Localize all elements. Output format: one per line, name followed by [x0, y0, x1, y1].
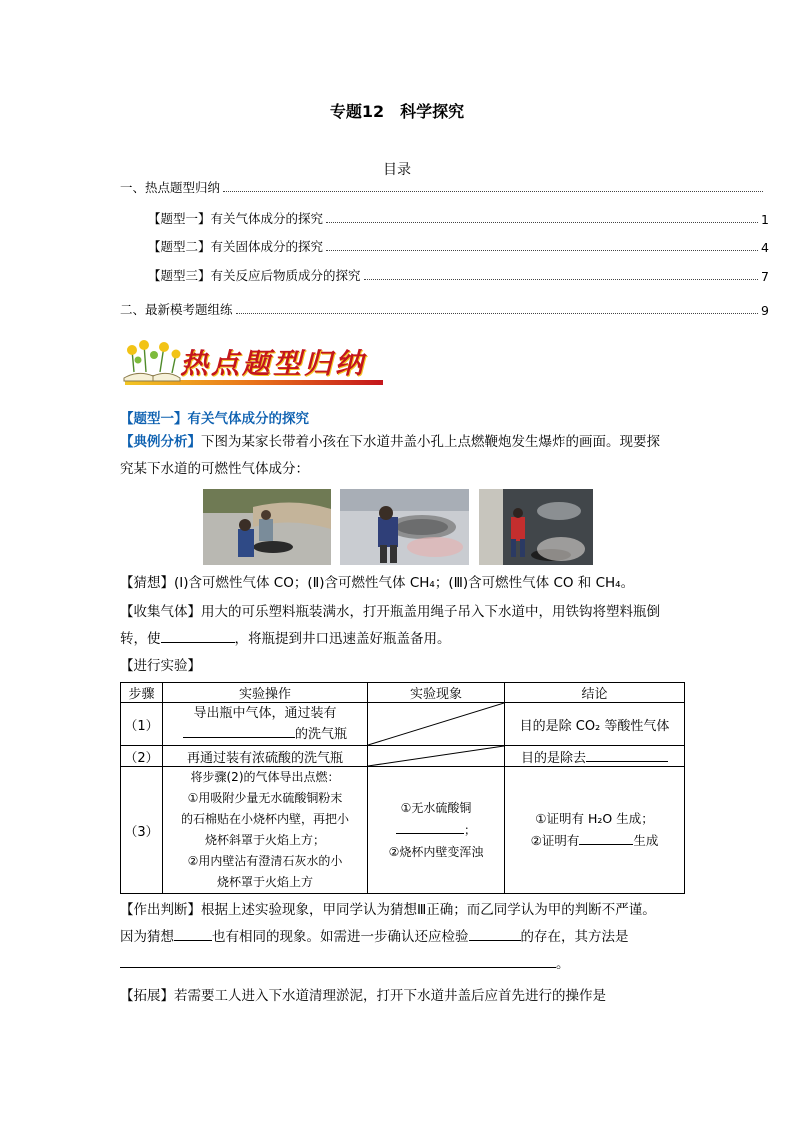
conclusion-text: 目的是除去 — [521, 750, 587, 766]
operation-line: ①用吸附少量无水硫酸铜粉末 — [187, 791, 343, 805]
table-header: 结论 — [505, 683, 685, 703]
judge-text-2a: 因为猜想 — [120, 929, 174, 945]
step-cell: （3） — [121, 767, 163, 894]
guess-text: (Ⅰ)含可燃性气体 CO；(Ⅱ)含可燃性气体 CH₄；(Ⅲ)含可燃性气体 CO 和 CH₄。 — [174, 575, 635, 591]
extend-text: 若需要工人进入下水道清理淤泥，打开下水道井盖后应首先进行的操作是 — [174, 988, 606, 1004]
intro-tag: 【典例分析】 — [120, 434, 201, 450]
toc-label: 【题型二】有关固体成分的探究 — [148, 239, 324, 254]
toc-entry-1[interactable] — [120, 178, 774, 196]
toc-title: 目录 — [383, 162, 411, 178]
intro-text-1: 下图为某家长带着小孩在下水道井盖小孔上点燃鞭炮发生爆炸的画面。现要探 — [201, 434, 660, 450]
collect-text-1: 用大的可乐塑料瓶装满水，打开瓶盖用绳子吊入下水道中，用铁钩将塑料瓶倒 — [201, 604, 660, 620]
toc-label: 【题型一】有关气体成分的探究 — [148, 211, 324, 226]
toc-entry-5[interactable] — [120, 300, 769, 318]
guess-tag: 【猜想】 — [120, 575, 174, 591]
step-cell: （2） — [121, 746, 163, 767]
table-header-row — [121, 683, 685, 703]
section-banner — [120, 340, 385, 390]
phenomenon-blank[interactable] — [396, 819, 464, 834]
toc-leader — [364, 279, 759, 280]
toc-entry-3[interactable] — [148, 237, 769, 255]
toc-leader — [326, 250, 758, 251]
reagent-blank[interactable] — [183, 723, 295, 738]
section-heading: 【题型一】有关气体成分的探究 — [120, 411, 309, 427]
phenomenon-text: ①无水硫酸铜 — [400, 801, 472, 815]
intro-text-2: 究某下水道的可燃性气体成分： — [120, 461, 309, 477]
judge-text-2b: 也有相同的现象。如需进一步确认还应检验 — [212, 929, 469, 945]
table-row — [121, 767, 685, 894]
operation-line: ②用内壁沾有澄清石灰水的小 — [187, 854, 343, 868]
operation-line: 的石棉贴在小烧杯内壁，再把小 — [180, 812, 349, 826]
conclusion-text: ①证明有 H₂O 生成； — [535, 811, 654, 826]
conclusion-text: ②证明有 — [530, 833, 580, 848]
table-row — [121, 746, 685, 767]
judge-text-2c: 的存在，其方法是 — [520, 929, 629, 945]
operation-cell — [162, 767, 367, 894]
operation-line: 烧杯斜罩于火焰上方； — [204, 833, 325, 847]
operation-text: 导出瓶中气体，通过装有 — [193, 706, 337, 721]
toc-page: 1 — [761, 212, 769, 227]
toc-entry-2[interactable] — [148, 209, 769, 227]
intro-paragraph — [120, 429, 680, 483]
phenomenon-text: ②烧杯内壁变浑浊 — [388, 845, 484, 859]
operation-text: 的洗气瓶 — [294, 727, 347, 742]
toc-label: 【题型三】有关反应后物质成分的探究 — [148, 268, 361, 283]
toc-leader — [223, 191, 763, 192]
toc-leader — [326, 222, 758, 223]
guess-number-blank[interactable] — [174, 926, 212, 941]
judge-end: 。 — [556, 956, 570, 972]
experiment-tag: 【进行实验】 — [120, 658, 201, 674]
man-bending-over-manhole-photo — [340, 489, 469, 565]
operation-cell: 再通过装有浓硫酸的洗气瓶 — [162, 746, 367, 767]
conclusion-cell — [505, 767, 685, 894]
toc-page: 7 — [761, 269, 769, 284]
operation-line: 将步骤(2)的气体导出点燃： — [190, 770, 340, 784]
collect-text-2b: ，将瓶提到井口迅速盖好瓶盖备用。 — [234, 631, 451, 647]
toc-leader — [236, 313, 759, 314]
table-header: 实验现象 — [368, 683, 505, 703]
collect-paragraph — [120, 599, 680, 653]
family-lighting-firecracker-photo — [203, 489, 331, 565]
operation-line: 烧杯罩于火焰上方 — [216, 875, 313, 889]
experiment-table — [120, 682, 685, 894]
step-cell: （1） — [121, 703, 163, 746]
judge-tag: 【作出判断】 — [120, 902, 201, 918]
extend-paragraph — [120, 983, 690, 1010]
page-title: 专题12 科学探究 — [329, 102, 465, 121]
table-header: 步骤 — [121, 683, 163, 703]
toc-entry-4[interactable] — [148, 266, 769, 284]
diagonal-slash — [368, 703, 504, 745]
phenomenon-cell-empty — [368, 703, 505, 746]
extend-tag: 【拓展】 — [120, 988, 174, 1004]
conclusion-cell — [505, 746, 685, 767]
table-header: 实验操作 — [162, 683, 367, 703]
judge-text-1: 根据上述实验现象，甲同学认为猜想Ⅲ正确；而乙同学认为甲的判断不严谨。 — [201, 902, 656, 918]
diagonal-slash — [368, 746, 504, 766]
phenomenon-cell-empty — [368, 746, 505, 767]
operation-cell — [162, 703, 367, 746]
collect-tag: 【收集气体】 — [120, 604, 201, 620]
substance-blank[interactable] — [469, 926, 521, 941]
conclusion-cell: 目的是除 CO₂ 等酸性气体 — [505, 703, 685, 746]
guess-paragraph — [120, 570, 700, 597]
table-row — [121, 703, 685, 746]
phenomenon-cell — [368, 767, 505, 894]
product-blank[interactable] — [579, 830, 633, 845]
collect-text-2a: 转，使 — [120, 631, 161, 647]
toc-page: 9 — [761, 303, 769, 318]
toc-label: 二、最新模考题组练 — [120, 302, 233, 317]
banner-title: 热点题型归纳 — [180, 347, 367, 380]
phenomenon-end: ； — [464, 823, 477, 837]
method-blank[interactable] — [120, 953, 556, 968]
removal-blank[interactable] — [586, 747, 668, 762]
judge-paragraph — [120, 897, 690, 978]
toc-label: 一、热点题型归纳 — [120, 180, 221, 195]
toc-page: 4 — [761, 240, 769, 255]
collect-answer-blank[interactable] — [161, 628, 235, 643]
conclusion-text: 生成 — [633, 833, 659, 848]
explosion-at-manhole-photo — [479, 489, 593, 565]
